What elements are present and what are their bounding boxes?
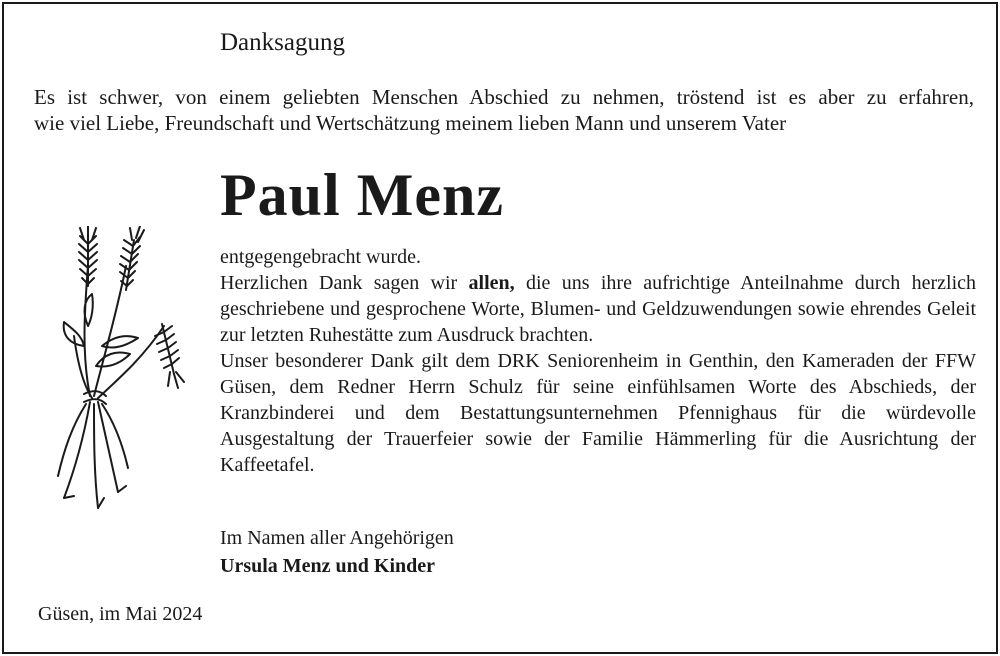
signature-block bbox=[220, 524, 454, 580]
notice-heading: Danksagung bbox=[220, 29, 345, 56]
body-paragraph-1: entgegengebracht wurde. bbox=[220, 246, 422, 268]
body-paragraph-2 bbox=[220, 270, 976, 348]
body-paragraph-2-start: Herzlichen Dank sagen wir bbox=[220, 272, 469, 294]
body-paragraph-2-end: die uns ihre aufrichtige Anteilnahme durch herzlich geschriebene und gesprochene Worte, Blumen- und Geldzuwendungen sowie ehrendes Geleit zur letzten Ruhestätte zum Ausdruck brachten. bbox=[220, 272, 976, 346]
intro-line-2: wie viel Liebe, Freundschaft und Wertschätzung meinem lieben Mann und unserem Vater bbox=[34, 111, 787, 135]
notice-body bbox=[220, 244, 976, 478]
place-date: Güsen, im Mai 2024 bbox=[38, 603, 203, 625]
body-paragraph-3: Unser besonderer Dank gilt dem DRK Seniorenheim in Genthin, den Kameraden der FFW Güsen, dem Redner Herrn Schulz für seine einfühlsamen Worte des Abschieds, der Kranzbinderei und dem Bestattungsunternehmen Pfennighaus für die würdevolle Ausgestaltung der Trauerfeier sowie der Familie Hämmerling für die Ausrichtung der Kaffeetafel. bbox=[220, 350, 976, 476]
deceased-name: Paul Menz bbox=[220, 162, 504, 228]
obituary-notice bbox=[2, 2, 998, 654]
signer-name: Ursula Menz und Kinder bbox=[220, 555, 436, 577]
intro-text bbox=[34, 84, 974, 136]
signature-lead: Im Namen aller Angehörigen bbox=[220, 527, 454, 549]
body-paragraph-2-bold: allen, bbox=[468, 272, 515, 294]
intro-line-1: Es ist schwer, von einem geliebten Menschen Abschied zu nehmen, tröstend ist es aber zu erfahren, bbox=[34, 85, 974, 109]
wheat-bundle-icon bbox=[44, 226, 194, 516]
